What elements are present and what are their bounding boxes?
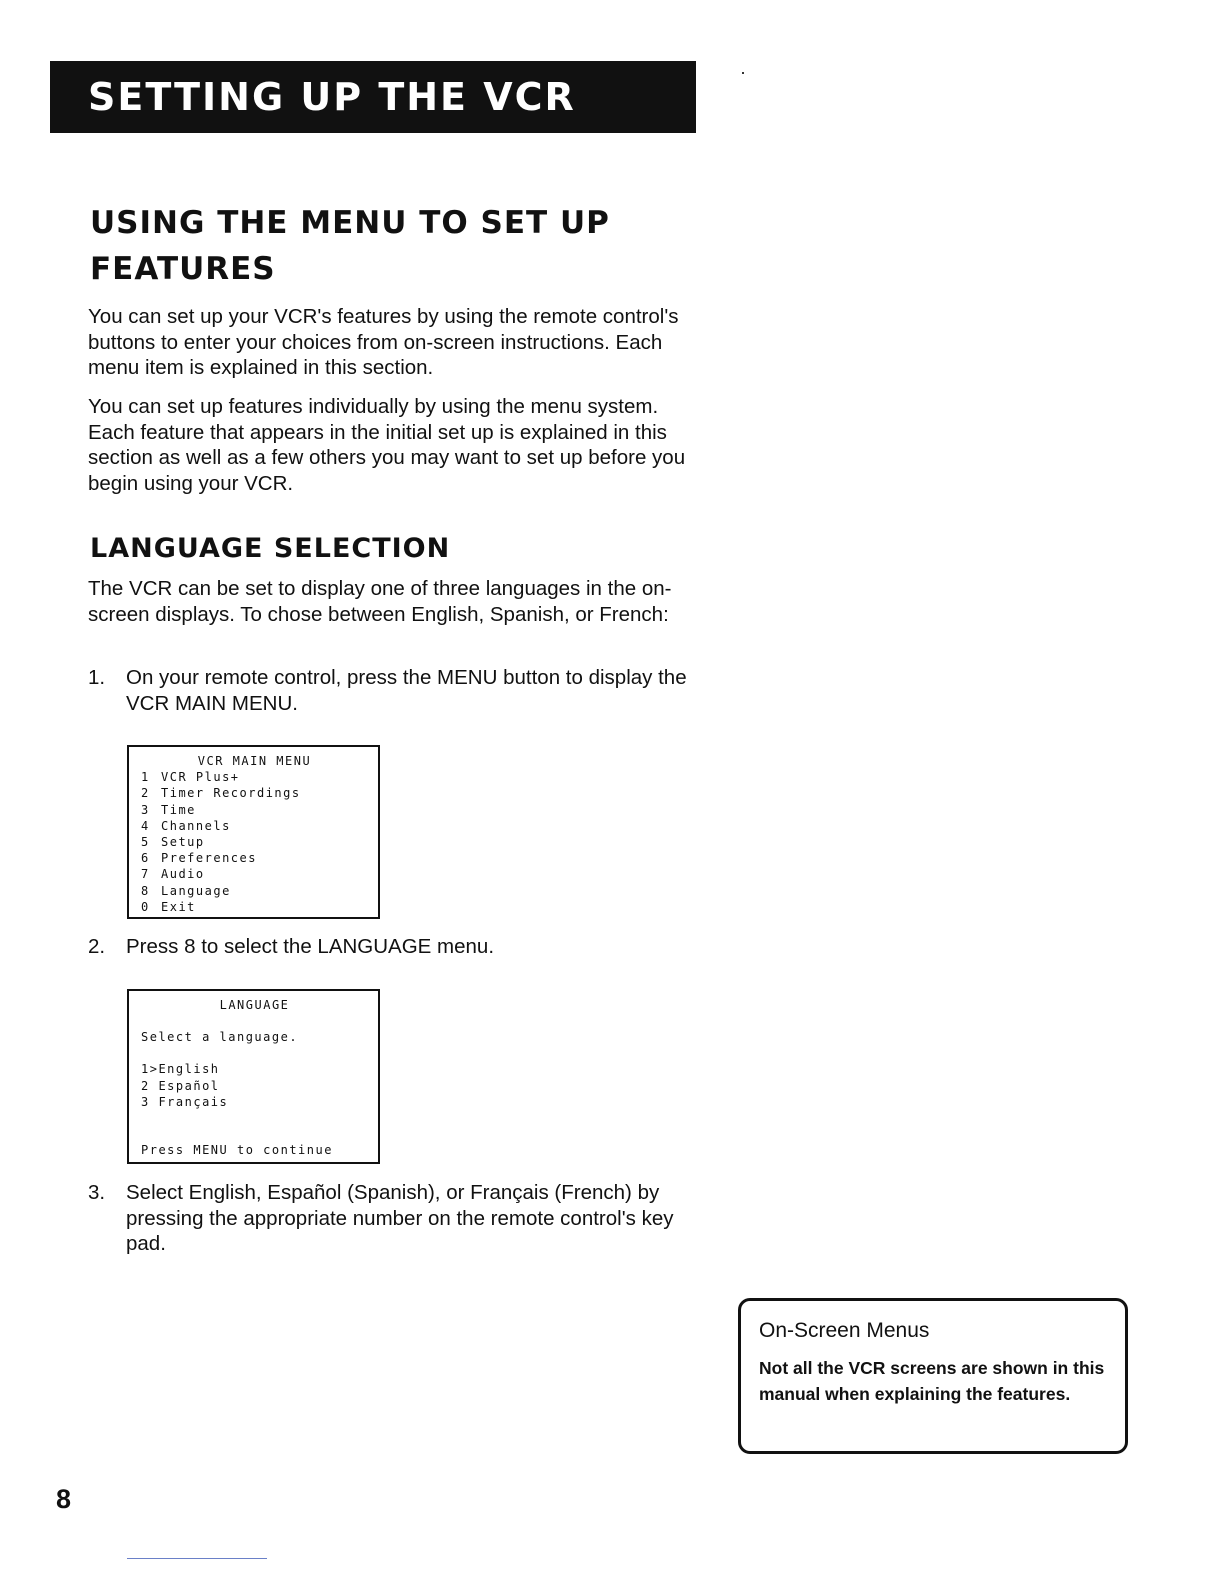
menu-item: 4 Channels <box>141 818 231 833</box>
screen-title: VCR MAIN MENU <box>197 754 312 768</box>
step-number: 2. <box>88 935 106 958</box>
screen-prompt: Select a language. <box>141 1030 299 1045</box>
menu-item: 0 Exit <box>141 899 196 914</box>
vcr-main-menu-screen <box>127 745 380 919</box>
step-text: On your remote control, press the MENU button to display the VCR MAIN MENU. <box>126 666 687 715</box>
scan-speck <box>742 72 744 74</box>
section-title-line2: FEATURES <box>90 251 276 287</box>
screen-title: LANGUAGE <box>219 998 290 1012</box>
language-option: 1> English <box>141 1062 220 1077</box>
intro-paragraph-1: You can set up your VCR's features by using the remote control's buttons to enter your choices from on-screen instructions. Each menu item is explained in this section. <box>88 305 679 379</box>
language-option: 2 Español <box>141 1078 220 1093</box>
step-3 <box>88 1180 708 1257</box>
page-number: 8 <box>56 1484 72 1514</box>
language-intro-paragraph: The VCR can be set to display one of three languages in the on-screen displays. To chose between English, Spanish, or French: <box>88 577 672 626</box>
footer-rule <box>127 1558 267 1559</box>
menu-item: 2 Timer Recordings <box>141 786 301 801</box>
menu-item: 8 Language <box>141 883 231 898</box>
menu-item: 3 Time <box>141 802 196 817</box>
step-number: 3. <box>88 1181 106 1204</box>
step-1 <box>88 665 708 716</box>
intro-paragraph-2: You can set up features individually by using the menu system. Each feature that appears in the initial set up is explained in this section as well as a few others you may want to set up before you begin using your VCR. <box>88 395 686 495</box>
menu-item: 5 Setup <box>141 835 205 850</box>
step-2 <box>88 934 708 960</box>
language-selection-heading: LANGUAGE SELECTION <box>90 533 451 564</box>
menu-item: 6 Preferences <box>141 851 257 866</box>
step-number: 1. <box>88 666 106 689</box>
menu-item: 7 Audio <box>141 867 205 882</box>
step-text: Press 8 to select the LANGUAGE menu. <box>126 935 495 958</box>
section-title <box>90 200 690 292</box>
section-title-line1: USING THE MENU TO SET UP <box>90 205 610 241</box>
screen-footer: Press MENU to continue <box>141 1143 333 1158</box>
chapter-banner <box>50 61 696 133</box>
chapter-title: SETTING UP THE VCR <box>88 75 576 119</box>
note-body: Not all the VCR screens are shown in this manual when explaining the features. <box>759 1358 1105 1404</box>
menu-item: 1 VCR Plus+ <box>141 770 240 785</box>
step-text: Select English, Español (Spanish), or Français (French) by pressing the appropriate number on the remote control's key pad. <box>126 1181 674 1255</box>
language-menu-screen <box>127 989 380 1164</box>
on-screen-menus-note <box>738 1298 1128 1454</box>
note-title: On-Screen Menus <box>759 1319 930 1342</box>
language-option: 3 Français <box>141 1094 229 1109</box>
